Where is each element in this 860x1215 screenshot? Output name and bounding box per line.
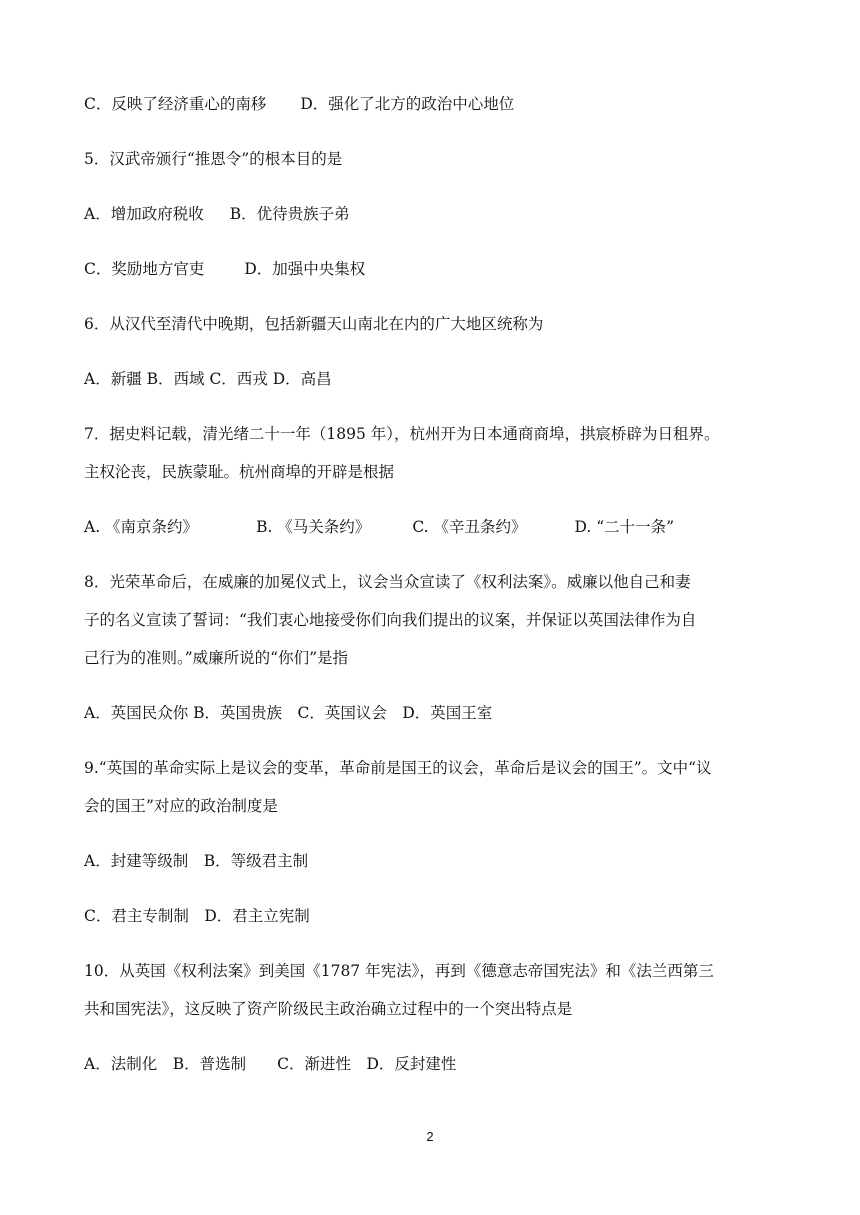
q4-options [84, 94, 514, 114]
q4-option-c: C．反映了经济重心的南移 [84, 95, 267, 113]
q8-stem-line2: 子的名义宣读了誓词：“我们衷心地接受你们向我们提出的议案，并保证以英国法律作为自 [84, 611, 697, 629]
q7-option-b: B. 《马关条约》 [256, 518, 371, 536]
q7-stem-line2: 主权沦丧，民族蒙耻。杭州商埠的开辟是根据 [84, 463, 395, 481]
q5-option-b: B．优待贵族子弟 [229, 205, 350, 223]
q8-stem-line1: 8．光荣革命后，在威廉的加冕仪式上，议会当众宣读了《权利法案》。威廉以他自己和妻 [84, 573, 691, 591]
q9-options-row1: A．封建等级制 B．等级君主制 [84, 852, 309, 870]
q7-stem-line1: 7．据史料记载，清光绪二十一年（1895 年），杭州开为日本通商商埠，拱宸桥辟为日租界。 [84, 425, 720, 443]
q8-stem-line3: 己行为的准则。”威廉所说的“你们”是指 [84, 649, 349, 667]
q7-option-d: D. “二十一条” [574, 518, 675, 536]
page-number: 2 [426, 1129, 434, 1144]
q6-stem: 6．从汉代至清代中晚期，包括新疆天山南北在内的广大地区统称为 [84, 315, 544, 333]
q9-stem-line2: 会的国王”对应的政治制度是 [84, 797, 278, 815]
q7-option-a: A. 《南京条约》 [84, 518, 199, 536]
q10-stem-line2: 共和国宪法》，这反映了资产阶级民主政治确立过程中的一个突出特点是 [84, 1000, 573, 1018]
q5-option-d: D．加强中央集权 [244, 260, 366, 278]
q5-stem: 5．汉武帝颁行“推恩令”的根本目的是 [84, 150, 343, 168]
q5-options-row1 [84, 204, 350, 224]
q6-options: A．新疆 B．西域 C．西戎 D．高昌 [84, 370, 332, 388]
q4-option-d: D．强化了北方的政治中心地位 [300, 95, 515, 113]
q7-options [84, 517, 674, 537]
q10-stem-line1: 10．从英国《权利法案》到美国《1787 年宪法》，再到《德意志帝国宪法》和《法兰西第三 [84, 962, 714, 980]
q7-option-c: C. 《辛丑条约》 [412, 518, 527, 536]
q10-options: A．法制化 B．普选制 C．渐进性 D．反封建性 [84, 1055, 457, 1073]
q8-options: A．英国民众你 B．英国贵族 C．英国议会 D．英国王室 [84, 704, 493, 722]
q9-stem-line1: 9.“英国的革命实际上是议会的变革，革命前是国王的议会，革命后是议会的国王”。文中“议 [84, 759, 712, 777]
q9-options-row2: C．君主专制制 D．君主立宪制 [84, 907, 310, 925]
q5-options-row2 [84, 259, 365, 279]
q5-option-a: A．增加政府税收 [84, 205, 204, 223]
q5-option-c: C．奖励地方官吏 [84, 260, 205, 278]
